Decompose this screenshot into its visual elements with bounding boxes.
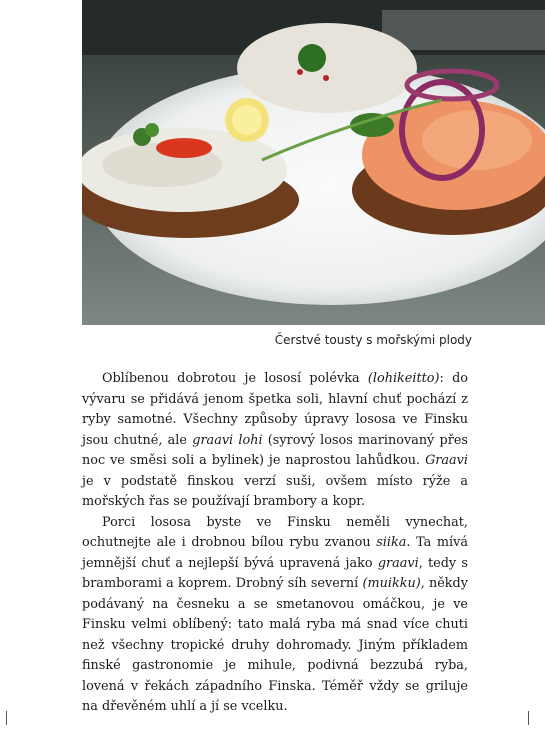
paragraph xyxy=(82,369,468,513)
text-run: je v podstatě finskou verzí suši, ovšem místo rýže a mořských řas se používají brambory a kopr. xyxy=(82,473,468,509)
text-run: Oblíbenou dobrotou je lososí polévka xyxy=(102,371,368,386)
crop-mark-left xyxy=(6,711,7,725)
food-photo xyxy=(82,0,545,325)
photo-caption: Čerstvé tousty s mořskými plody xyxy=(274,333,472,347)
italic-term: graavi xyxy=(377,555,419,571)
paragraph xyxy=(82,513,468,718)
italic-term: (lohikeitto) xyxy=(367,371,440,386)
article-body xyxy=(82,369,468,718)
italic-term: Graavi xyxy=(425,453,468,468)
text-run: , někdy podávaný na česneku a se smetanovou omáčkou, je ve Finsku velmi oblíbený: tato malá ryba má snad více chuti než všechny tropické druhy dohromady. Jiným příkladem finské gastronomie je mihule, podivná bezzubá ryba, lovená v řekách západního Finska. Téměř vždy se griluje na dřevěném uhlí a jí se vcelku. xyxy=(82,576,468,714)
roe xyxy=(156,138,212,158)
text-run: . Ta mívá jemnější chuť a nejlepší bývá upravená jako xyxy=(82,535,468,571)
text-run: Porci lososa byste ve Finsku neměli vynechat, ochutnejte ale i drobnou bílou rybu zvanou xyxy=(82,514,468,550)
seafood-toast-illustration xyxy=(82,0,545,325)
italic-term: (muikku) xyxy=(362,576,421,591)
italic-term: graavi lohi xyxy=(192,432,263,448)
herring-spread xyxy=(237,23,417,113)
italic-term: siika xyxy=(376,535,407,550)
crop-mark-right xyxy=(528,711,529,725)
text-run: : do vývaru se přidává jenom špetka soli, hlavní chuť pochází z ryby samotné. Všechny způsoby úpravy lososa ve Finsku jsou chutné, ale xyxy=(82,371,468,448)
text-run: , tedy s bramborami a koprem. Drobný síh severní xyxy=(82,555,468,591)
text-run: (syrový losos marinovaný přes noc ve směsi soli a bylinek) je naprostou lahůdkou. xyxy=(82,432,469,468)
